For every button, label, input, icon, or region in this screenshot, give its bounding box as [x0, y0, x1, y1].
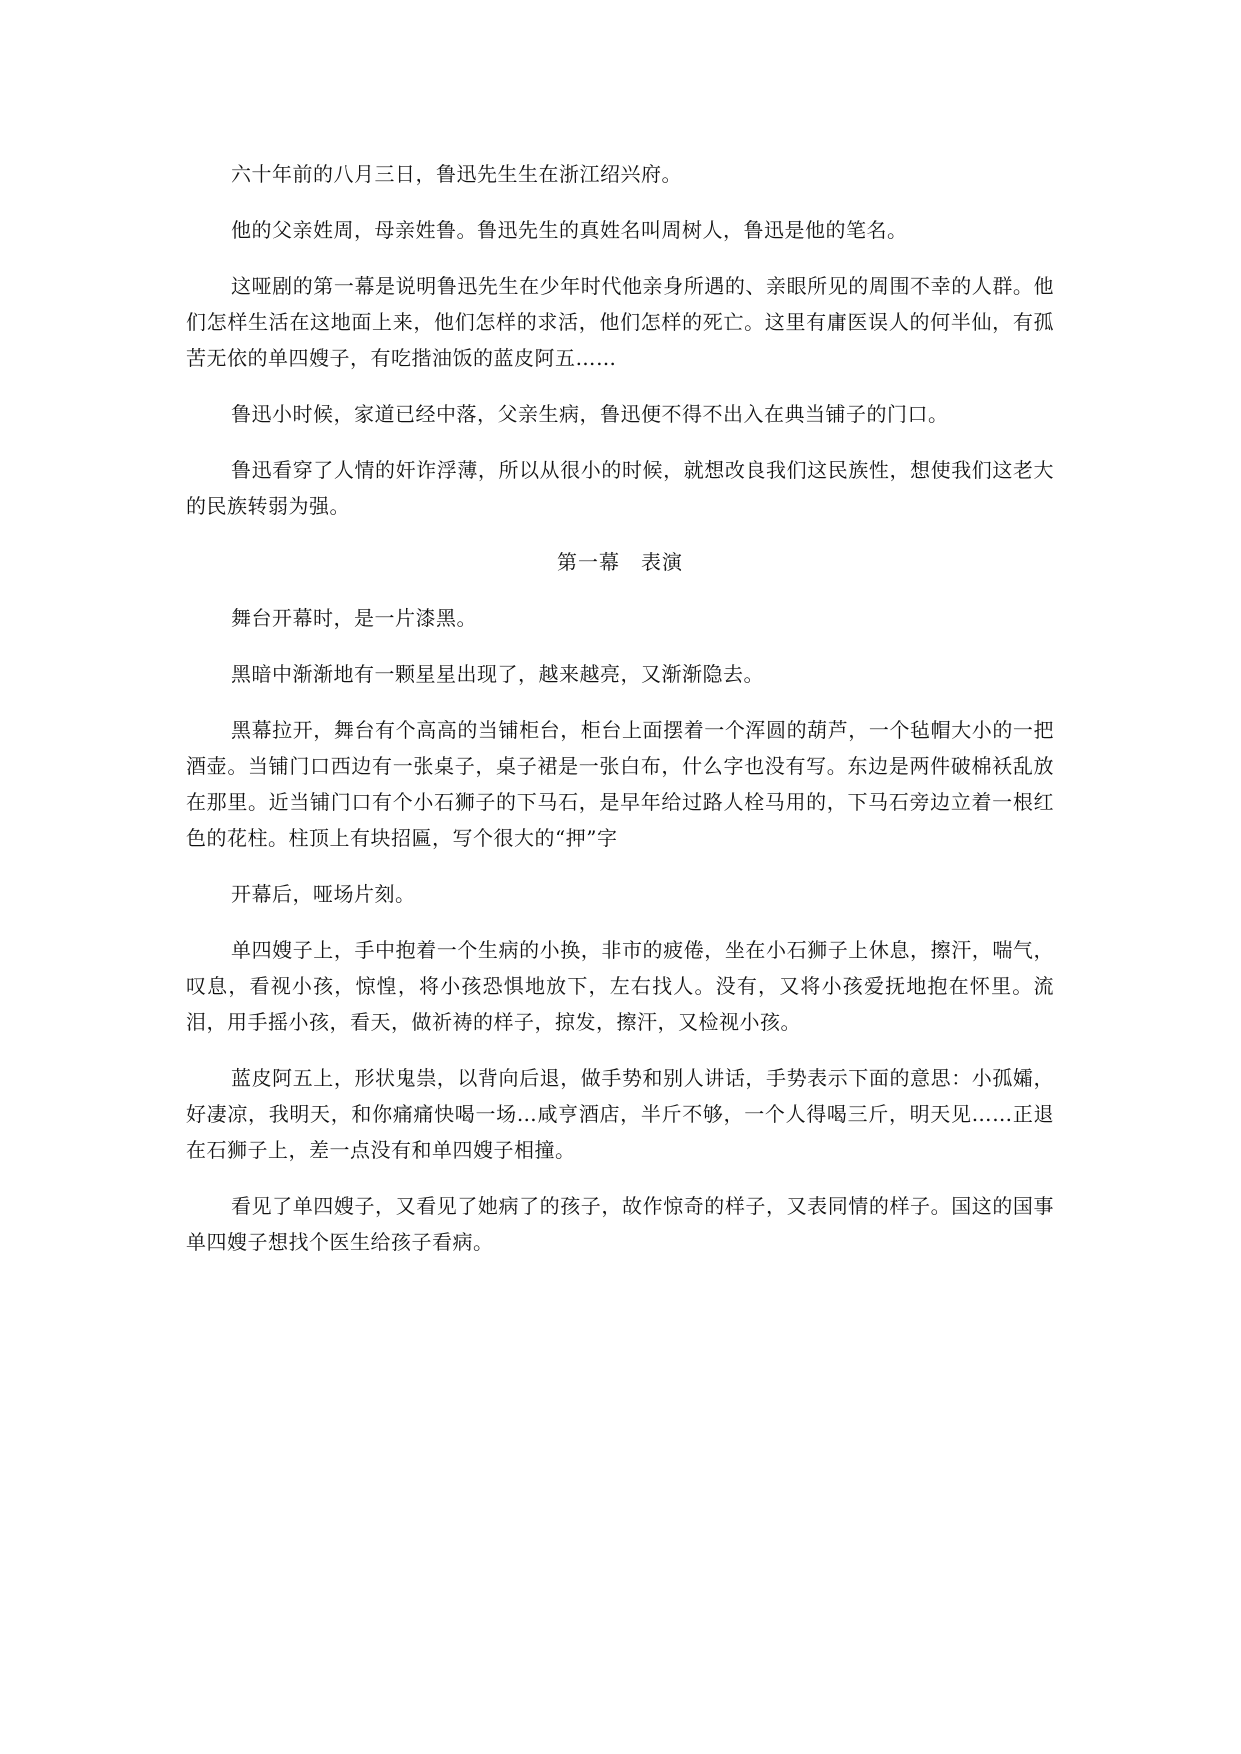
- paragraph-national-character: 鲁迅看穿了人情的奸诈浮薄，所以从很小的时候，就想改良我们这民族性，想使我们这老大的民族转弱为强。: [186, 458, 1054, 518]
- paragraph-parents: 他的父亲姓周，母亲姓鲁。鲁迅先生的真姓名叫周树人，鲁迅是他的笔名。: [231, 218, 908, 242]
- paragraph-lan-pi-a-wu: 蓝皮阿五上，形状鬼祟，以背向后退，做手势和别人讲话，手势表示下面的意思：小孤孀，好凄凉，我明天，和你痛痛快喝一场…咸亨酒店，半斤不够，一个人得喝三斤，明天见……正退在石狮子上，差一点没有和单四嫂子相撞。: [186, 1066, 1054, 1162]
- paragraph-birth: 六十年前的八月三日，鲁迅先生生在浙江绍兴府。: [231, 162, 682, 186]
- paragraph-silent-moment: 开幕后，哑场片刻。: [231, 882, 416, 906]
- paragraph-shan-si-sao: 单四嫂子上，手中抱着一个生病的小换，非市的疲倦，坐在小石狮子上休息，擦汗，喘气，叹息，看视小孩，惊惶，将小孩恐惧地放下，左右找人。没有，又将小孩爱抚地抱在怀里。流泪，用手摇小孩，看天，做祈祷的样子，掠发，擦汗，又检视小孩。: [186, 938, 1054, 1034]
- paragraph-family-decline: 鲁迅小时候，家道已经中落，父亲生病，鲁迅便不得不出入在典当铺子的门口。: [231, 402, 949, 426]
- document-body: [186, 156, 1054, 1280]
- paragraph-star: 黑暗中渐渐地有一颗星星出现了，越来越亮，又渐渐隐去。: [231, 662, 764, 686]
- paragraph-stage-opening: 舞台开幕时，是一片漆黑。: [231, 606, 477, 630]
- paragraph-stage-setting: 黑幕拉开，舞台有个高高的当铺柜台，柜台上面摆着一个浑圆的葫芦，一个毡帽大小的一把酒壶。当铺门口西边有一张桌子，桌子裙是一张白布，什么字也没有写。东边是两件破棉袄乱放在那里。近当铺门口有个小石狮子的下马石，是早年给过路人栓马用的，下马石旁边立着一根红色的花柱。柱顶上有块招匾，写个很大的“押”字: [186, 718, 1054, 850]
- section-heading: 第一幕 表演: [557, 550, 683, 574]
- paragraph-first-act-summary: 这哑剧的第一幕是说明鲁迅先生在少年时代他亲身所遇的、亲眼所见的周围不幸的人群。他们怎样生活在这地面上来，他们怎样的求活，他们怎样的死亡。这里有庸医误人的何半仙，有孤苦无依的单四嫂子，有吃揩油饭的蓝皮阿五……: [186, 274, 1054, 370]
- paragraph-encounter: 看见了单四嫂子，又看见了她病了的孩子，故作惊奇的样子，又表同情的样子。国这的国事单四嫂子想找个医生给孩子看病。: [186, 1194, 1054, 1254]
